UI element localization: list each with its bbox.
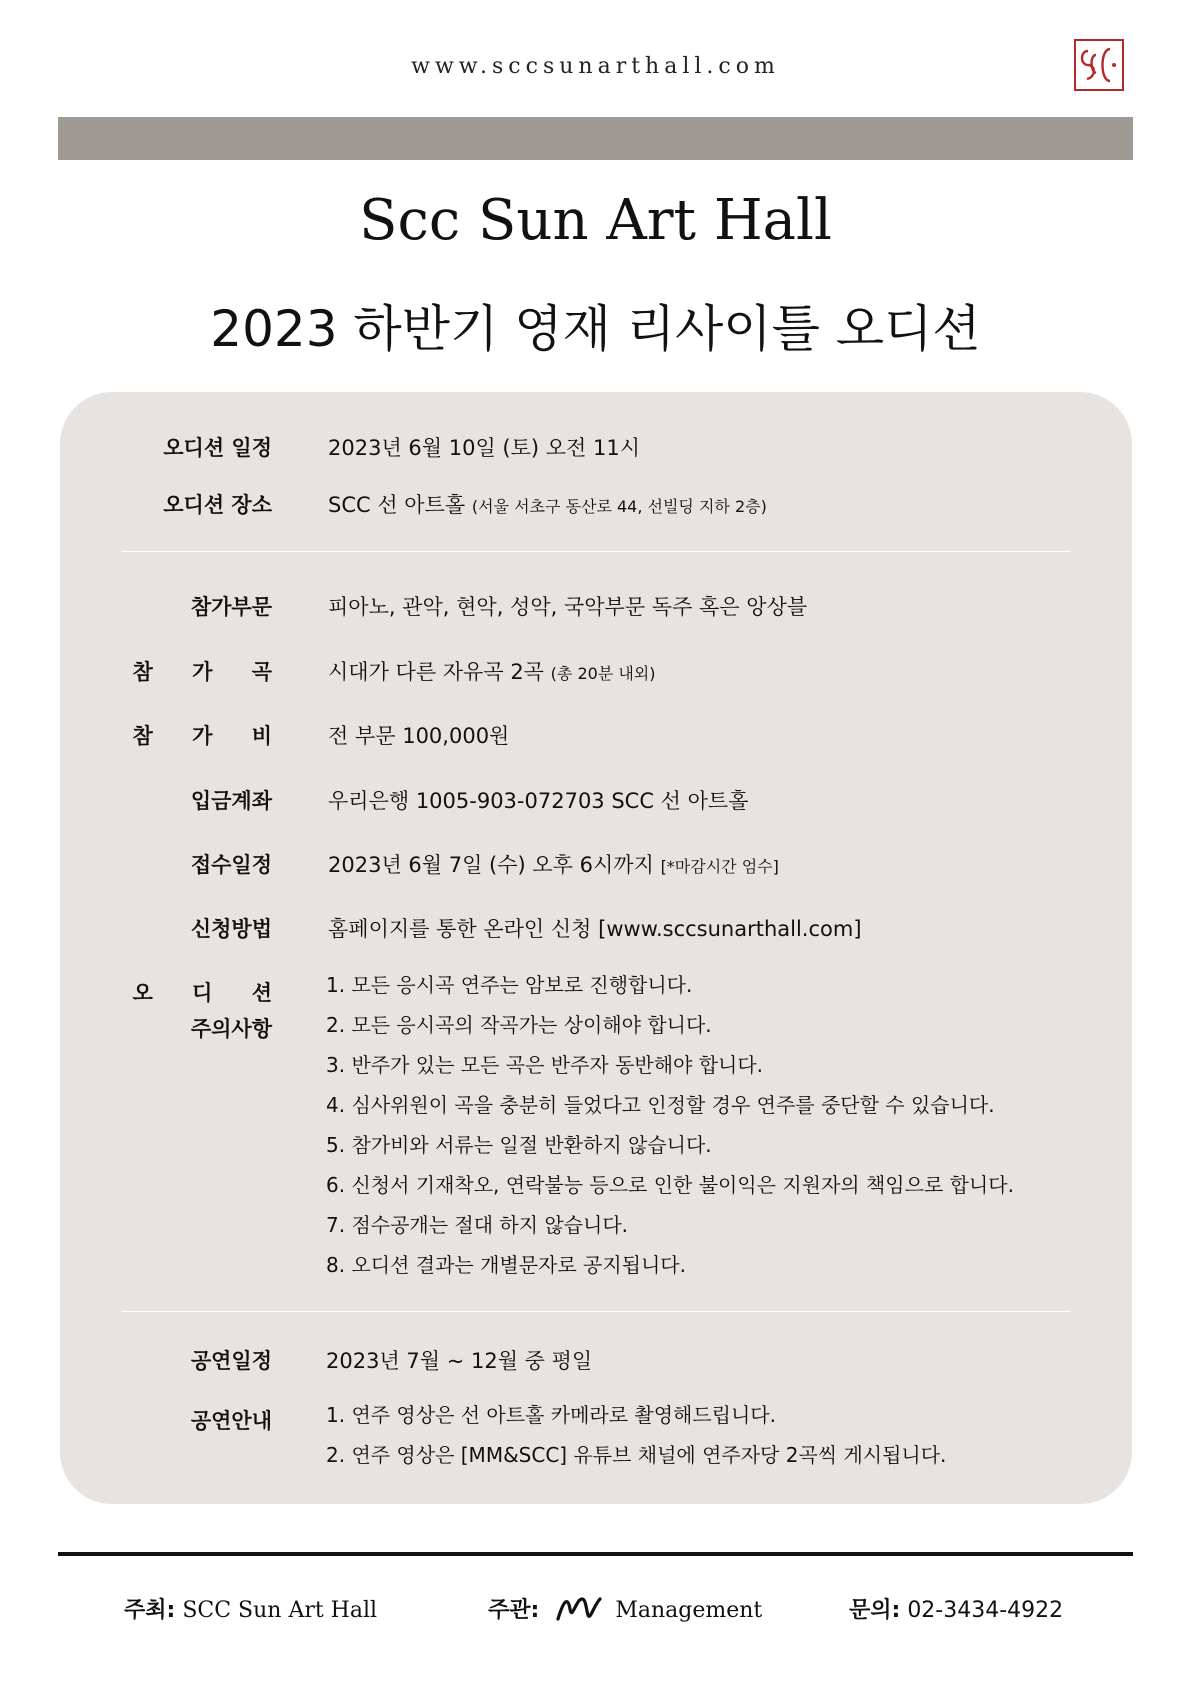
website-url: www.sccsunarthall.com xyxy=(411,54,780,79)
host-label: 주최: xyxy=(124,1598,176,1623)
info-panel xyxy=(60,392,1132,1504)
list-item: 3. 반주가 있는 모든 곡은 반주자 동반해야 합니다. xyxy=(326,1053,764,1077)
pieces-row xyxy=(328,656,656,686)
list-item: 5. 참가비와 서류는 일절 반환하지 않습니다. xyxy=(326,1133,712,1157)
list-item: 2. 연주 영상은 [MM&SCC] 유튜브 채널에 연주자당 2곡씩 게시됩니다. xyxy=(326,1443,947,1467)
deadline-label: 접수일정 xyxy=(190,853,272,877)
performance-info-list xyxy=(326,1395,946,1475)
page-title-english: Scc Sun Art Hall xyxy=(359,188,832,253)
apply-value: 홈페이지를 통한 온라인 신청 xyxy=(328,917,592,941)
pieces-note: (총 20분 내외) xyxy=(550,664,656,683)
perf-info-label: 공연안내 xyxy=(190,1409,272,1433)
list-item: 7. 점수공개는 절대 하지 않습니다. xyxy=(326,1213,629,1237)
apply-label: 신청방법 xyxy=(190,917,272,941)
apply-row xyxy=(328,913,862,943)
perf-date-label: 공연일정 xyxy=(190,1349,272,1373)
hall-logo-icon xyxy=(1074,39,1124,91)
account-label: 입금계좌 xyxy=(190,789,272,813)
deadline-note: [*마감시간 엄수] xyxy=(660,857,779,876)
list-item: 1. 모든 응시곡 연주는 암보로 진행합니다. xyxy=(326,973,693,997)
section-divider xyxy=(122,551,1070,552)
perf-date-value: 2023년 7월 ~ 12월 중 평일 xyxy=(326,1349,593,1373)
category-label: 참가부문 xyxy=(190,595,272,619)
category-value: 피아노, 관악, 현악, 성악, 국악부문 독주 혹은 앙상블 xyxy=(328,595,808,619)
footer-rule xyxy=(58,1552,1133,1556)
organizer-label: 주관: xyxy=(488,1598,540,1623)
notes-label-line2: 주의사항 xyxy=(190,1017,272,1041)
fee-value: 전 부문 100,000원 xyxy=(328,724,510,748)
list-item: 1. 연주 영상은 선 아트홀 카메라로 촬영해드립니다. xyxy=(326,1403,776,1427)
header-band xyxy=(58,117,1133,160)
mm-logo-icon xyxy=(556,1595,602,1629)
pieces-value: 시대가 다른 자유곡 2곡 xyxy=(328,660,544,684)
list-item: 6. 신청서 기재착오, 연락불능 등으로 인한 불이익은 지원자의 책임으로 합니다. xyxy=(326,1173,1014,1197)
footer-organizer xyxy=(488,1593,762,1629)
deadline-value: 2023년 6월 7일 (수) 오후 6시까지 xyxy=(328,853,654,877)
venue-label: 오디션 장소 xyxy=(163,493,272,517)
page-title-korean: 2023 하반기 영재 리사이틀 오디션 xyxy=(210,300,981,358)
venue-value: SCC 선 아트홀 xyxy=(328,493,466,517)
list-item: 4. 심사위원이 곡을 충분히 들었다고 인정할 경우 연주를 중단할 수 있습니다. xyxy=(326,1093,995,1117)
schedule-label: 오디션 일정 xyxy=(163,436,272,460)
account-value: 우리은행 1005-903-072703 SCC 선 아트홀 xyxy=(328,789,749,813)
schedule-value: 2023년 6월 10일 (토) 오전 11시 xyxy=(328,436,641,460)
list-item: 8. 오디션 결과는 개별문자로 공지됩니다. xyxy=(326,1253,686,1277)
contact-label: 문의: xyxy=(849,1598,901,1623)
footer-host xyxy=(124,1593,377,1624)
deadline-row xyxy=(328,849,779,879)
venue-address: (서울 서초구 동산로 44, 선빌딩 지하 2층) xyxy=(471,497,767,516)
footer-contact xyxy=(849,1593,1063,1624)
venue-row xyxy=(328,489,767,519)
audition-notes-list xyxy=(326,965,1014,1285)
fee-label: 참 가 비 xyxy=(132,724,288,748)
host-value: SCC Sun Art Hall xyxy=(182,1598,378,1623)
list-item: 2. 모든 응시곡의 작곡가는 상이해야 합니다. xyxy=(326,1013,712,1037)
notes-label-line1: 오 디 션 xyxy=(132,981,288,1005)
pieces-label: 참 가 곡 xyxy=(132,660,288,684)
contact-value: 02-3434-4922 xyxy=(907,1598,1064,1623)
apply-url: [www.sccsunarthall.com] xyxy=(598,917,862,941)
section-divider xyxy=(122,1311,1070,1312)
organizer-value: Management xyxy=(615,1598,763,1623)
